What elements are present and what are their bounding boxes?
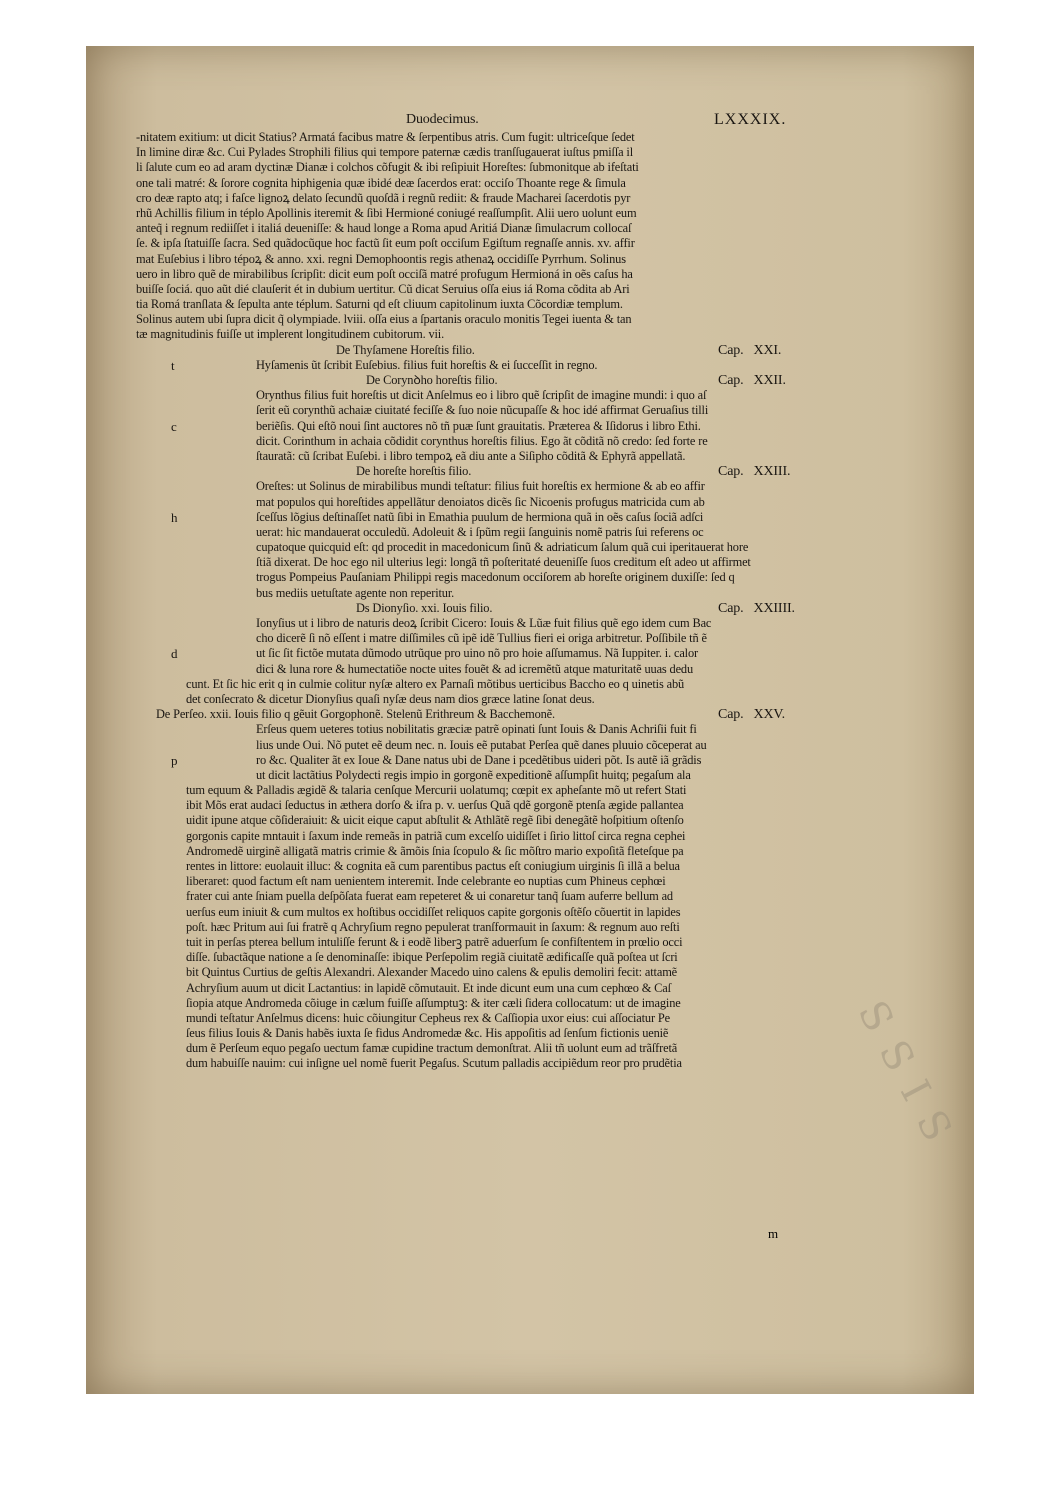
line-text: rentes in littore: euolauit illuc: & cognita eã cum parentibus pactus eſt coniugium uirginis ſi illã a belua <box>186 859 680 873</box>
text-line <box>136 616 856 631</box>
marginal-letter: h <box>171 509 178 525</box>
text-line <box>136 221 856 236</box>
chapter-number: Cap. XXIIII. <box>718 600 795 616</box>
text-line <box>136 829 856 844</box>
line-text: ro &c. Qualiter ãt ex Ioue & Dane natus ubi de Dane i pcedẽtibus uideri põt. Is autẽ iã grãdis <box>256 752 702 767</box>
text-line <box>136 358 856 373</box>
text-line <box>136 388 856 403</box>
text-line <box>136 160 856 175</box>
text-line <box>136 555 856 570</box>
line-text: li ſalute cum eo ad aram dyctinæ Dianæ i colchos cõfugit & ibi reſipiuit Horeſtes: ſubmonitque ab ifeſtati <box>136 160 639 175</box>
text-line <box>136 419 856 434</box>
page-header <box>136 110 856 130</box>
text-line <box>136 1026 856 1041</box>
line-text: tum equum & Palladis ægidẽ & talaria cenſque Mercurii uolatumq; cœpit ex apheſante mõ ut refert Stati <box>186 783 687 798</box>
line-text: mat Euſebius i libro tépoꝝ & anno. xxi. regni Demophoontis regis athenaꝝ occidiſſe Pyrrhum. Solinus <box>136 251 626 266</box>
signature-mark: m <box>768 1226 779 1241</box>
line-text: anteq̃ i regnum rediiſſet i italiá deueniſſe: & haud longe a Roma apud Aritiá Dianæ ſimulacrum collocaſ <box>136 221 632 236</box>
marginal-letter: c <box>171 418 177 434</box>
line-text: Erſeus quem ueteres totius nobilitatis græciæ patrẽ opinati ſunt Iouis & Danis Achriſii fuit fi <box>256 722 697 737</box>
line-text: uerſus eum iniuit & cum multos ex hoſtibus occidiſſet reliquos capite gorgonis oſtẽſo cõuertit in lapides <box>186 904 681 919</box>
text-line <box>136 798 856 813</box>
line-text: bus mediis uetuſtate agente non reperitur. <box>256 585 455 600</box>
text-line <box>136 768 856 783</box>
line-text: -nitatem exitium: ut dicit Statius? Armatá facibus matre & ſerpentibus atris. Cum fugit: ultriceſque ſedet <box>136 130 635 144</box>
text-line <box>136 236 856 251</box>
text-line <box>136 297 856 312</box>
line-text: tia Romá tranſlata & ſepulta ante téplum. Saturni qd eſt cliuum capitolinum iuxta Cõcordiæ templum. <box>136 297 623 312</box>
text-line <box>136 176 856 191</box>
line-text: Hyſamenis ũt ſcribit Euſebius. filius fuit horeſtis & ei ſucceſſit in regno. <box>256 357 598 372</box>
line-text: dum ẽ Perſeum equo pegaſo uectum famæ cupidine tractum demonſtrat. Alii tñ uolunt eum ad trãſfretã <box>186 1041 678 1056</box>
line-text: frater cui ante ſniam puella deſpõſata fuerat eam repeteret & ui conaretur tanq̃ ſuam auferre bellum ad <box>186 889 673 904</box>
line-text: Achryſium auum ut dicit Lactantius: in lapidẽ cõmutauit. Et inde dicunt eum una cum cephœo & Caſ <box>186 980 671 995</box>
text-line <box>136 570 856 585</box>
text-line <box>136 343 856 358</box>
line-text: uerat: hic mandauerat occuledũ. Adoleuit & i ſpũm regii ſanguinis nomẽ patris ſui referens oc <box>256 524 704 539</box>
text-line <box>136 722 856 737</box>
line-text: beriẽſis. Qui eſtõ noui ſint auctores nõ tñ puæ ſunt grauitatis. Præterea & Iſidorus i libro Ethi. <box>256 418 701 433</box>
chapter-heading: Ds Dionyſio. xxi. Iouis filio. <box>356 600 493 615</box>
text-line <box>136 282 856 297</box>
text-line <box>136 130 856 145</box>
book-page <box>86 46 974 1394</box>
text-line <box>136 327 856 342</box>
text-line <box>136 540 856 555</box>
line-text: ſtauratã: cũ ſcribat Euſebi. i libro tempoꝝ eã diu ante a Siſipho cõditã & Ephyrã appellatã. <box>256 448 686 463</box>
text-line <box>136 373 856 388</box>
line-text: Andromedẽ uirginẽ alligatã matris crimie & ãmõis ſnia ſcopulo & ſic mõſtro mario expoſitã fleteſque pa <box>186 843 684 858</box>
text-line <box>136 905 856 920</box>
text-line <box>136 495 856 510</box>
text-line <box>136 601 856 616</box>
chapter-number: Cap. XXV. <box>718 707 785 723</box>
text-line <box>136 874 856 889</box>
text-line <box>136 646 856 661</box>
chapter-heading: De Thyſamene Horeſtis filio. <box>336 342 475 357</box>
text-line <box>136 206 856 221</box>
text-line <box>136 950 856 965</box>
text-line <box>136 525 856 540</box>
chapter-number: Cap. XXIII. <box>718 464 791 480</box>
text-line <box>136 145 856 160</box>
text-line <box>136 859 856 874</box>
line-text: ſerit eũ corynthũ achaiæ ciuitaté feciſſe & ſuo noie nũcupaſſe & hoc idé affirmat Geruaſius tilli <box>256 403 709 418</box>
text-line <box>136 677 856 692</box>
line-text: dum habuiſſe nauim: cui inſigne uel nomẽ fuerit Pegaſus. Scutum palladis accipiẽdum reor pro prudẽtia <box>186 1056 682 1071</box>
line-text: dicit. Corinthum in achaia cõdidit corynthus horeſtis filius. Ego ãt cõditã nõ credo: ſed forte re <box>256 433 708 448</box>
line-text: In limine diræ &c. Cui Pylades Strophili filius qui tempore paternæ cædis tranſſugauerat iuſtus pmiſſa il <box>136 145 634 160</box>
text-line <box>136 813 856 828</box>
line-text: uidit ipune atque cõſideraiuit: & uicit eique caput abſtulit & Athlãtẽ regẽ ſibi denegãtẽ hoſpitium oſtenſo <box>186 813 684 828</box>
line-text: ibit Mõs erat audaci ſeductus in æthera dorſo & iſra p. v. uerſus Quã qdẽ gorgonẽ ptenſa ægide pallantea <box>186 798 684 813</box>
line-text: one tali matré: & ſorore cognita hiphigenia quæ ibidé deæ ſacerdos erat: occiſo Thoante rege & ſimula <box>136 175 626 190</box>
text-line <box>136 252 856 267</box>
text-line <box>136 449 856 464</box>
line-text: gorgonis capite mntauit i ſaxum inde remeãs in patriã cum excelſo uidiſſet i ſirio littoſ circa regna cephei <box>186 828 686 843</box>
line-text: Oreſtes: ut Solinus de mirabilibus mundi teſtatur: filius fuit horeſtis ex hermione & ab eo affir <box>256 479 705 494</box>
chapter-heading: De Perſeo. xxii. Iouis filio q gẽuit Gorgophonẽ. Stelenũ Erithreum & Bacchemonẽ. <box>156 707 555 722</box>
text-line <box>136 510 856 525</box>
line-text: ſceſſus lõgius deſtinaſſet natũ ſibi in Emathia puulum de hermiona quã in oẽs caſus ſociã adſci <box>256 509 704 524</box>
text-line <box>136 586 856 601</box>
line-text: ſtiã dixerat. De hoc ego nil ulterius legi: longã tñ poſteritaté deueniſſe ſuos creditum eſt adeo ut affirmet <box>256 555 751 570</box>
line-text: lius unde Oui. Nõ putet eẽ deum nec. n. Iouis eẽ putabat Perſea quẽ danes pluuio cõceperat au <box>256 737 707 752</box>
line-text: ut ſic ſit fictõe mutata dũmodo utrũque pro uino nõ pro hoie aſſumamus. Nã Iuppiter. i. calor <box>256 646 698 661</box>
text-line <box>136 965 856 980</box>
line-text: ut dicit lactãtius Polydecti regis impio in gorgonẽ expeditionẽ aſſumpſit huitq; pegaſum ala <box>256 767 691 782</box>
line-text: Ionyſius ut i libro de naturis deoꝝ ſcribit Cicero: Iouis & Lũæ fuit filius quẽ ego idem cum Bac <box>256 616 712 630</box>
line-text: diſſe. ſubactãque natione a ſe denominaſſe: ibique Perſepolim regiã ciuitatẽ ædificaſſe quã poſtea ut ſcri <box>186 950 678 965</box>
text-line <box>136 191 856 206</box>
text-lines <box>136 130 856 1072</box>
text-line <box>136 996 856 1011</box>
text-line <box>136 783 856 798</box>
text-line <box>136 981 856 996</box>
marginal-letter: d <box>171 646 178 662</box>
marginal-letter: t <box>171 357 175 373</box>
text-line <box>136 479 856 494</box>
library-stamp: SSIS <box>848 993 969 1165</box>
line-text: cho dicerẽ ſi nõ eſſent i matre diſſimiles cũ ipẽ idẽ Tullius fieri ei origa arbitretur. Poſſibile tñ ẽ <box>256 631 707 646</box>
text-line <box>136 312 856 327</box>
chapter-heading: De Corynꝺho horeſtis filio. <box>366 373 498 387</box>
text-line <box>136 920 856 935</box>
line-text: poſt. hæc Pritum aui ſui fratrẽ q Achryſium regno pepulerat tranſformauit in ſaxum: & regnum auo reſti <box>186 919 680 934</box>
line-text: bit Quintus Curtius de geſtis Alexandri. Alexander Macedo uino calens & epulis demoliri fecit: attamẽ <box>186 965 678 980</box>
line-text: tæ magnitudinis fuiſſe ut implerent longitudinem cubitorum. vii. <box>136 327 445 342</box>
line-text: det conſecrato & dicetur Dionyſius quaſi nyſæ deus nam dios græce latine ſonat deus. <box>186 691 595 706</box>
line-text: buiſſe ſociá. quo aũt dié clauſerit ét in dubium uertitur. Cũ dicat Seruius oſſa eius iá Roma cõdita ab Ari <box>136 281 630 296</box>
text-line <box>136 403 856 418</box>
line-text: tuit in perſas pterea bellum intuliſſe ferunt & i eodẽ liberꝫ patrẽ aduerſum ſe confiſtentem in prœlio occi <box>186 934 683 949</box>
text-line <box>136 889 856 904</box>
line-text: mat populos qui horeſtides appellãtur denoiatos dicẽs ſic Nicoenis profugus matricida cum ab <box>256 494 705 509</box>
text-line <box>136 844 856 859</box>
text-line <box>136 692 856 707</box>
line-text: ſiopia atque Andromeda cõiuge in cælum fuiſſe aſſumptuꝫ: & iter cæli ſidera collocatum: ut de imagine <box>186 995 681 1010</box>
line-text: Solinus autem ubi ſupra dicit q̃ olympiade. lviii. oſſa eius a ſpartanis oraculo monitis Tegei iuenta & tan <box>136 312 632 327</box>
line-text: uero in libro quẽ de mirabilibus ſcripſit: dicit eum poſt occiſã matré profugum Hermioná in oẽs caſus ha <box>136 266 633 281</box>
text-line <box>136 1011 856 1026</box>
chapter-heading: De horeſte horeſtis filio. <box>356 464 472 479</box>
line-text: rhũ Achillis filium in téplo Apollinis iteremit & ſibi Hermioné coniugé reaſſumpſit. Alii uero uolunt eum <box>136 205 637 220</box>
text-line <box>136 738 856 753</box>
chapter-number: Cap. XXII. <box>718 373 786 388</box>
text-line <box>136 1056 856 1071</box>
text-line <box>136 662 856 677</box>
line-text: liberaret: quod factum eſt nam uenientem interemit. Inde celebrante eo nuptias cum Phineus cephœi <box>186 874 666 889</box>
chapter-number: Cap. XXI. <box>718 342 782 358</box>
running-title: Duodecimus. <box>406 112 479 127</box>
line-text: trogus Pompeius Pauſaniam Philippi regis macedonum occiſorem ab horeſte originem duxiſſe: ſed q <box>256 570 735 585</box>
text-line <box>136 1041 856 1056</box>
line-text: ſeus filius Iouis & Danis habẽs iuxta ſe fidus Andromedæ &c. His appoſitis ad ſenſum fictionis ueniẽ <box>186 1026 669 1041</box>
text-line <box>136 707 856 722</box>
line-text: Orynthus filius fuit horeſtis ut dicit Anſelmus eo i libro quẽ ſcripſit de imagine mundi: i quo aſ <box>256 388 707 403</box>
text-line <box>136 935 856 950</box>
line-text: cro deæ rapto atq; i faſce lignoꝝ delato ſecundũ quoſdã i regnũ rediit: & fraude Macharei ſacerdotis pyr <box>136 190 631 205</box>
text-line <box>136 631 856 646</box>
line-text: mundi teſtatur Anſelmus dicens: huic cõiungitur Cepheus rex & Caſſiopia uxor eius: cui aſſociatur Pe <box>186 1010 670 1025</box>
line-text: ſe. & ipſa ſtatuiſſe ſacra. Sed quãdocũque hoc factũ ſit eum poſt occiſum Egiſtum regnaſſe annis. xv. affir <box>136 236 635 251</box>
text-line <box>136 753 856 768</box>
text-line <box>136 267 856 282</box>
line-text: cupatoque quicquid eſt: qd procedit in macedonicum ſinũ & adriaticum ſalum quã cui iperitauerat hore <box>256 540 749 555</box>
page-text-block <box>136 110 856 1072</box>
text-line <box>136 464 856 479</box>
folio-number: LXXXIX. <box>714 111 787 128</box>
text-line <box>136 434 856 449</box>
marginal-letter: p <box>171 752 178 768</box>
line-text: dici & luna rore & humectatiõe nocte uites fouẽt & ad icremẽtũ atque maturitatẽ uuas dedu <box>256 661 694 676</box>
line-text: cunt. Et ſic hic erit q in culmie colitur nyſæ altero ex Parnaſi mõtibus uerticibus Baccho eo q uinetis abũ <box>186 676 685 691</box>
